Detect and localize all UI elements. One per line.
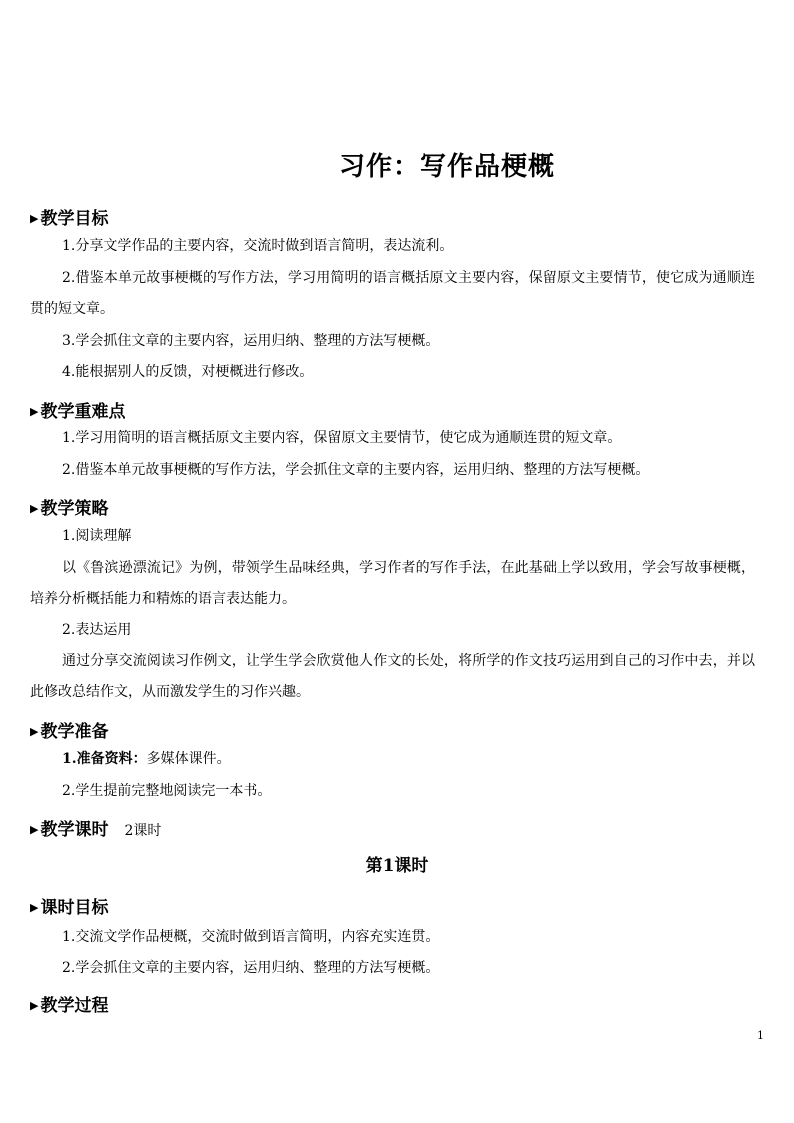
triangle-bullet-icon: ▶	[30, 999, 39, 1012]
goal-item-2: 2.借鉴本单元故事梗概的写作方法，学习用简明的语言概括原文主要内容，保留原文主要情节，使它成为通顺连贯的短文章。	[30, 270, 755, 317]
section-heading-goals	[30, 204, 108, 229]
triangle-bullet-icon: ▶	[30, 901, 39, 914]
section-heading-hours	[30, 815, 161, 840]
lesson-goal-item-2: 2.学会抓住文章的主要内容，运用归纳、整理的方法写梗概。	[62, 960, 440, 976]
goal-item-1: 1.分享文学作品的主要内容，交流时做到语言简明，表达流利。	[62, 238, 454, 254]
heading-text: 教学策略	[40, 499, 109, 519]
goal-item-4: 4.能根据别人的反馈，对梗概进行修改。	[62, 364, 314, 380]
heading-text: 教学课时	[40, 820, 109, 840]
triangle-bullet-icon: ▶	[30, 405, 39, 418]
strategy-item-2-title: 2.表达运用	[62, 622, 132, 638]
key-point-item-2: 2.借鉴本单元故事梗概的写作方法，学会抓住文章的主要内容，运用归纳、整理的方法写梗概。	[62, 462, 650, 478]
heading-text: 课时目标	[40, 898, 109, 918]
section-heading-preparation	[30, 717, 108, 742]
section-heading-strategy	[30, 494, 108, 519]
lesson-title: 第1课时	[365, 856, 429, 876]
heading-text: 教学过程	[40, 996, 109, 1016]
goal-item-3: 3.学会抓住文章的主要内容，运用归纳、整理的方法写梗概。	[62, 333, 440, 349]
preparation-item-2: 2.学生提前完整地阅读完一本书。	[62, 783, 272, 799]
strategy-item-1-title: 1.阅读理解	[62, 528, 132, 544]
hours-value: 2课时	[124, 823, 162, 839]
triangle-bullet-icon: ▶	[30, 823, 39, 836]
key-point-item-1: 1.学习用简明的语言概括原文主要内容，保留原文主要情节，使它成为通顺连贯的短文章。	[62, 430, 622, 446]
section-heading-process	[30, 991, 108, 1016]
triangle-bullet-icon: ▶	[30, 725, 39, 738]
preparation-item-1-text: 多媒体课件。	[146, 751, 231, 767]
strategy-item-2-body: 通过分享交流阅读习作例文，让学生学会欣赏他人作文的长处，将所学的作文技巧运用到自己的习作中去，并以此修改总结作文，从而激发学生的习作兴趣。	[30, 653, 755, 700]
triangle-bullet-icon: ▶	[30, 502, 39, 515]
triangle-bullet-icon: ▶	[30, 212, 39, 225]
strategy-item-1-body: 以《鲁滨逊漂流记》为例，带领学生品味经典，学习作者的写作手法，在此基础上学以致用，学会写故事梗概，培养分析概括能力和精炼的语言表达能力。	[30, 560, 755, 607]
lesson-goal-item-1: 1.交流文学作品梗概，交流时做到语言简明，内容充实连贯。	[62, 929, 440, 945]
preparation-item-1	[30, 744, 787, 775]
heading-text: 教学重难点	[40, 402, 126, 422]
page-title: 习作：写作品梗概	[338, 152, 555, 182]
section-heading-key-points	[30, 397, 125, 422]
section-heading-lesson-goals	[30, 893, 108, 918]
page-number: 1	[757, 1029, 764, 1042]
heading-text: 教学准备	[40, 722, 109, 742]
preparation-item-1-label: 1.准备资料：	[62, 751, 147, 767]
heading-text: 教学目标	[40, 209, 109, 229]
